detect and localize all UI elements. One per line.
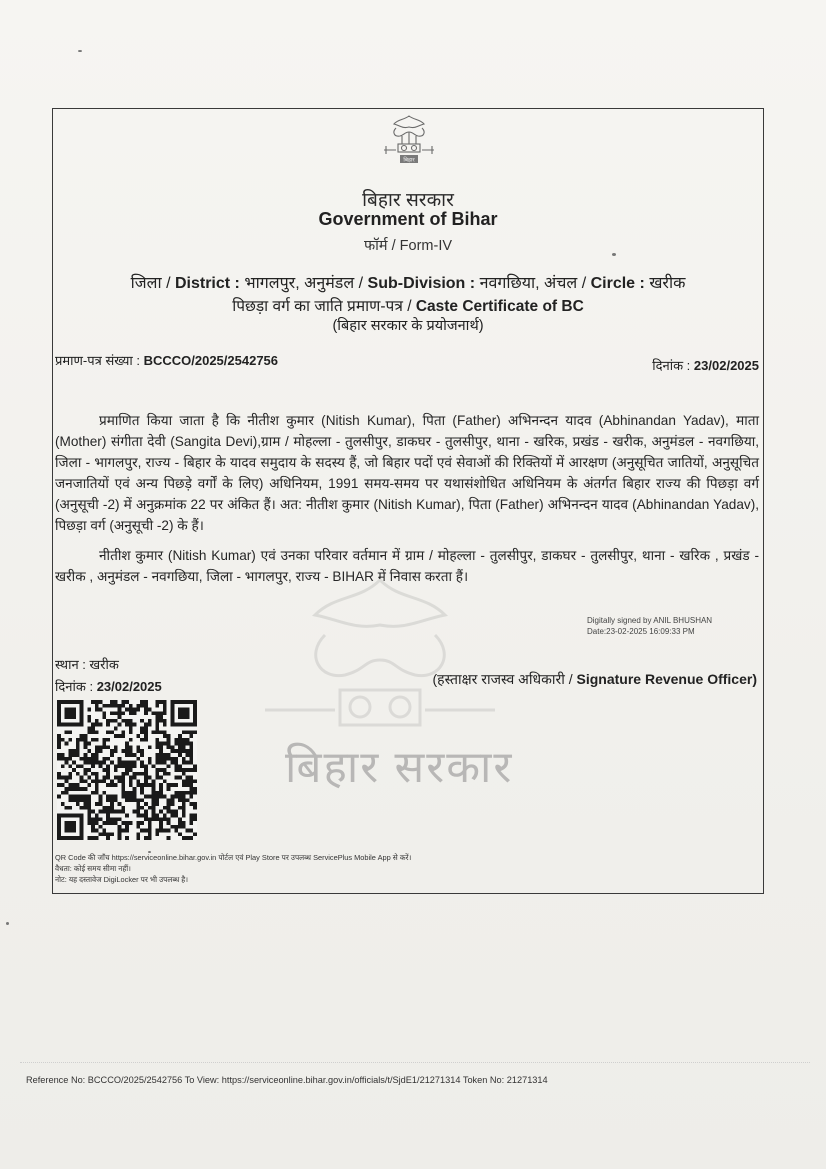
certificate-title-hindi: पिछड़ा वर्ग का जाति प्रमाण-पत्र	[232, 298, 403, 315]
subdivision-label-en: Sub-Division	[367, 275, 466, 292]
gov-title-hindi: बिहार सरकार	[362, 190, 454, 211]
issue-date	[652, 356, 759, 374]
place-date-value: 23/02/2025	[96, 679, 162, 694]
certificate-body-paragraph-2	[55, 545, 759, 587]
signature-officer-english: Signature Revenue Officer)	[576, 671, 757, 687]
certificate-number-label: प्रमाण-पत्र संख्या :	[55, 353, 140, 368]
place-value: खरीक	[89, 657, 119, 672]
qr-verification-note: QR Code की जाँच https://serviceonline.bihar.gov.in पोर्टल एवं Play Store पर उपलब्ध ServicePlus Mobile App से करें।	[55, 853, 412, 862]
footer-divider	[20, 1062, 810, 1063]
digilocker-note: नोट: यह दस्तावेज DigiLocker पर भी उपलब्ध है।	[55, 875, 188, 884]
certificate-body-paragraph-1	[55, 410, 759, 536]
district-label-en: District	[174, 275, 231, 292]
form-label-english: Form-IV	[399, 238, 453, 254]
paragraph-1-text: प्रमाणित किया जाता है कि नीतीश कुमार (Nitish Kumar), पिता (Father) अभिनन्दन यादव (Abhinandan Yadav), माता (Mother) संगीता देवी (Sangita Devi),ग्राम / मोहल्ला - तुलसीपुर, डाकघर - तुलसीपुर, थाना - खरिक, प्रखंड - खरीक, अनुमंडल - नवगछिया, जिला - भागलपुर, राज्य - बिहार के यादव समुदाय के सदस्य हैं, जो बिहार पदों एवं सेवाओं की रिक्तियों में आरक्षण (अनुसूचित जातियों, अनुसूचित जनजातियों एवं अन्य पिछड़े वर्गों के लिए) अधिनियम, 1991 समय-समय पर यथासंशोधित अधिनियम के अंतर्गत बिहार राज्य की पिछड़ा वर्ग (अनुसूची -2) में अनुक्रमांक 22 पर अंकित हैं। अत: नीतीश कुमार (Nitish Kumar), पिता (Father) अभिनन्दन यादव (Abhinandan Yadav), पिछड़ा वर्ग (अनुसूची -2) के हैं।	[55, 413, 759, 533]
digital-signature	[587, 615, 712, 637]
form-label: फॉर्म / Form-IV	[363, 238, 453, 254]
place	[55, 655, 119, 673]
subdivision-value: नवगछिया	[479, 275, 536, 292]
digital-signature-date: Date:23-02-2025 16:09:33 PM	[587, 627, 695, 636]
place-date	[55, 677, 162, 695]
emblem-label: बिहार	[403, 157, 415, 164]
certificate-number	[55, 351, 278, 369]
qr-code[interactable]	[56, 700, 198, 840]
paper-speck	[6, 922, 9, 925]
certificate-title: पिछड़ा वर्ग का जाति प्रमाण-पत्र / Caste Certificate of BC	[232, 298, 584, 315]
watermark-text: बिहार सरकार	[285, 743, 514, 792]
form-label-hindi: फॉर्म	[363, 238, 388, 254]
district-value: भागलपुर	[244, 275, 296, 292]
validity-note: वैधता: कोई समय सीमा नहीं।	[55, 864, 131, 873]
gov-title-english: Government of Bihar	[318, 209, 498, 229]
signature-officer	[433, 670, 758, 689]
paragraph-2-text: नीतीश कुमार (Nitish Kumar) एवं उनका परिवार वर्तमान में ग्राम / मोहल्ला - तुलसीपुर, डाकघर - तुलसीपुर, थाना - खरिक , प्रखंड - खरीक , अनुमंडल - नवगछिया, जिला - भागलपुर, राज्य - BIHAR में निवास करता हैं।	[55, 548, 759, 584]
location-line: जिला / District : भागलपुर, अनुमंडल / Sub-Division : नवगछिया, अंचल / Circle : खरीक	[130, 275, 686, 292]
place-date-label: दिनांक :	[55, 679, 94, 694]
signature-officer-hindi: (हस्ताक्षर राजस्व अधिकारी /	[432, 671, 573, 687]
reference-footer: Reference No: BCCCO/2025/2542756 To View: https://serviceonline.bihar.gov.in/officials/t/SjdE1/21271314 Token No: 21271314	[26, 1075, 548, 1085]
circle-label-en: Circle	[590, 275, 636, 292]
subdivision-label-hi: अनुमंडल	[304, 275, 355, 292]
paper-speck	[78, 50, 82, 52]
circle-label-hi: अंचल	[544, 275, 578, 292]
district-label-hi: जिला	[130, 275, 162, 292]
certificate-purpose: (बिहार सरकार के प्रयोजनार्थ)	[332, 318, 484, 334]
issue-date-value: 23/02/2025	[693, 358, 759, 373]
digital-signature-name: Digitally signed by ANIL BHUSHAN	[587, 616, 713, 625]
issue-date-label: दिनांक :	[652, 358, 691, 373]
certificate-number-value: BCCCO/2025/2542756	[143, 353, 279, 368]
certificate-title-english: Caste Certificate of BC	[415, 298, 584, 315]
place-label: स्थान :	[55, 657, 86, 672]
bihar-emblem-icon	[374, 110, 444, 170]
circle-value: खरीक	[649, 275, 686, 292]
